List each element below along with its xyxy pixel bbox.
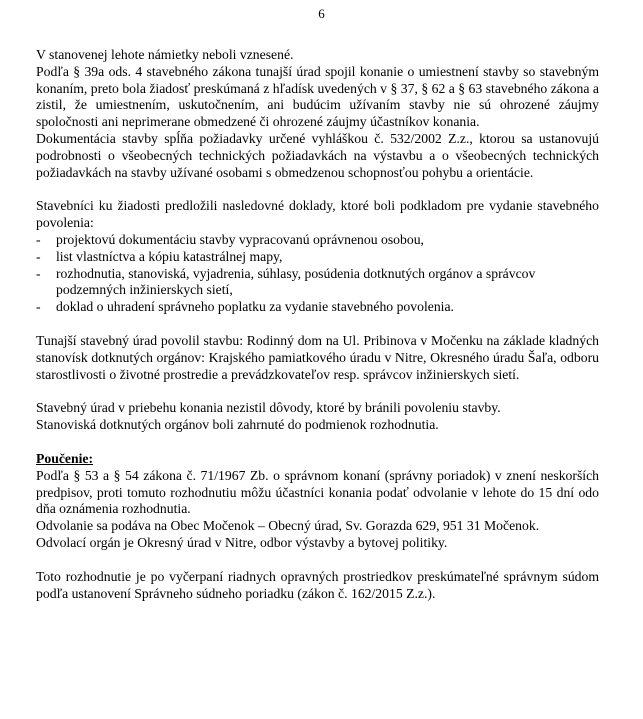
- spacer: [36, 181, 599, 198]
- list-dash: -: [36, 248, 41, 264]
- list-item: - rozhodnutia, stanoviská, vyjadrenia, súhlasy, posúdenia dotknutých orgánov a správcov podzemných inžinierskych sietí,: [36, 265, 536, 298]
- document-body: [36, 47, 599, 602]
- submitted-documents-list: [36, 232, 599, 316]
- paragraph-39a-merge: Podľa § 39a ods. 4 stavebného zákona tunajší úrad spojil konanie o umiestnení stavby so stavebným konaním, preto bola žiadosť preskúmaná z hľadísk uvedených v § 37, § 62 a § 63 stavebného zákona a zistil, že umiestnením, uskutočnením, ani budúcim užívaním stavby nie sú ohrozené záujmy spoločnosti ani neprimerane obmedzené či ohrozené záujmy účastníkov konania.: [36, 63, 599, 130]
- list-item: - projektovú dokumentáciu stavby vypracovanú oprávnenou osobou,: [36, 231, 424, 247]
- paragraph-no-objections: V stanovenej lehote námietky neboli vznesené.: [36, 47, 294, 62]
- paragraph-appeal-address: Odvolanie sa podáva na Obec Močenok – Obecný úrad, Sv. Gorazda 629, 951 31 Močenok.: [36, 518, 540, 534]
- paragraph-appeal-authority: Odvolací orgán je Okresný úrad v Nitre, odbor výstavby a bytovej politiky.: [36, 534, 448, 550]
- spacer: [36, 434, 599, 451]
- spacer: [36, 316, 599, 333]
- list-dash: -: [36, 299, 41, 315]
- paragraph-judicial-review: Toto rozhodnutie je po vyčerpaní riadnych opravných prostriedkov preskúmateľné správnym súdom podľa ustanovení Správneho súdneho poriadku (zákon č. 162/2015 Z.z.).: [36, 568, 599, 601]
- paragraph-appeal-rights: Podľa § 53 a § 54 zákona č. 71/1967 Zb. o správnom konaní (správny poriadok) v znení neskorších predpisov, proti tomuto rozhodnutiu môžu účastníci konania podať odvolanie v lehote do 15 dní odo dňa oznámenia rozhodnutia.: [36, 467, 599, 517]
- page-number: 6: [318, 6, 325, 21]
- list-item: - list vlastníctva a kópiu katastrálnej mapy,: [36, 248, 283, 264]
- spacer: [36, 552, 599, 569]
- list-dash: -: [36, 231, 41, 247]
- paragraph-no-obstacles: Stavebný úrad v priebehu konania nezistil dôvody, ktoré by bránili povoleniu stavby.: [36, 400, 501, 416]
- paragraph-submitted-documents: Stavebníci ku žiadosti predložili nasledovné doklady, ktoré boli podkladom pre vydanie stavebného povolenia:: [36, 198, 599, 231]
- paragraph-documentation: Dokumentácia stavby spĺňa požiadavky určené vyhláškou č. 532/2002 Z.z., ktorou sa ustanovujú podrobnosti o všeobecných technických požiadavkách na výstavbu a o všeobecných technických požiadavkách na stavby užívané osobami s obmedzenou schopnosťou pohybu a orientácie.: [36, 130, 599, 180]
- list-item: - doklad o uhradení správneho poplatku za vydanie stavebného povolenia.: [36, 299, 454, 315]
- instruction-heading: Poučenie:: [36, 450, 94, 466]
- list-dash: -: [36, 265, 41, 281]
- paragraph-permit-granted: Tunajší stavebný úrad povolil stavbu: Rodinný dom na Ul. Pribinova v Močenku na základe kladných stanovísk dotknutých orgánov: Krajského pamiatkového úradu v Nitre, Okresného úradu Šaľa, odboru starostlivosti o životné prostredie a prevádzkovateľov resp. správcov inžinierskych sietí.: [36, 332, 599, 382]
- spacer: [36, 383, 599, 400]
- paragraph-opinions-included: Stanoviská dotknutých orgánov boli zahrnuté do podmienok rozhodnutia.: [36, 417, 439, 433]
